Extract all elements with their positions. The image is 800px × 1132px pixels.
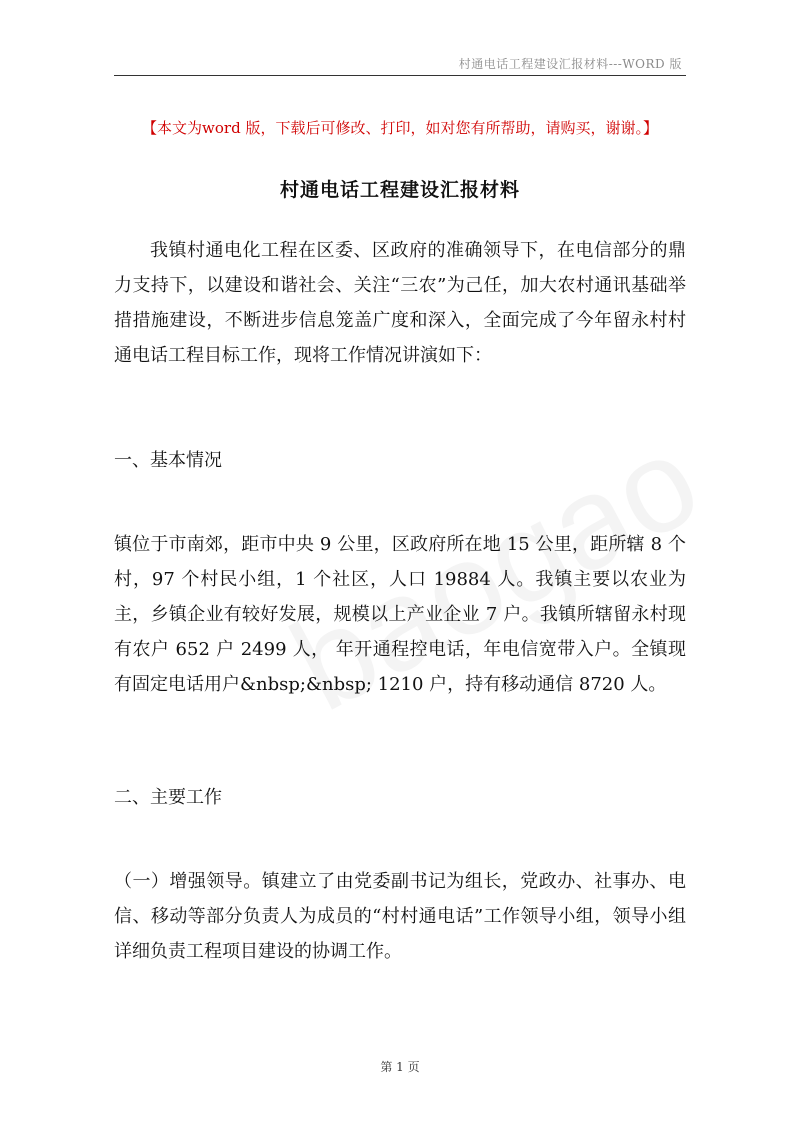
running-header-title: 村通电话工程建设汇报材料---WORD 版 xyxy=(458,57,682,71)
download-notice: 【本文为word 版，下载后可修改、打印，如对您有所帮助，请购买，谢谢。】 xyxy=(142,119,658,137)
page-number: 第 1 页 xyxy=(380,1060,420,1074)
section1-heading: 一、基本情况 xyxy=(114,450,222,471)
section2-item1-paragraph: （一）增强领导。镇建立了由党委副书记为组长，党政办、社事办、电信、移动等部分负责人为成员的“村村通电话”工作领导小组，领导小组详细负责工程项目建设的协调工作。 xyxy=(114,871,686,962)
intro-paragraph: 我镇村通电化工程在区委、区政府的准确领导下，在电信部分的鼎力支持下，以建设和谐社会、关注“三农”为己任，加大农村通讯基础举措措施建设，不断进步信息笼盖广度和深入，全面完成了今年留永村村通电话工程目标工作，现将工作情况讲演如下： xyxy=(114,240,686,366)
section1-paragraph: 镇位于市南郊，距市中央 9 公里，区政府所在地 15 公里，距所辖 8 个村，97 个村民小组，1 个社区，人口 19884 人。我镇主要以农业为主，乡镇企业有较好发展，规模以上产业企业 7 户。我镇所辖留永村现有农户 652 户 2499 人， 年开通程控电话，年电信宽带入户。全镇现有固定电话用户&nbsp;&nbsp; 1210 户，持有移动通信 8720 人。 xyxy=(114,534,686,695)
header-rule xyxy=(114,75,686,76)
document-title: 村通电话工程建设汇报材料 xyxy=(279,179,520,201)
section2-heading: 二、主要工作 xyxy=(114,787,222,808)
